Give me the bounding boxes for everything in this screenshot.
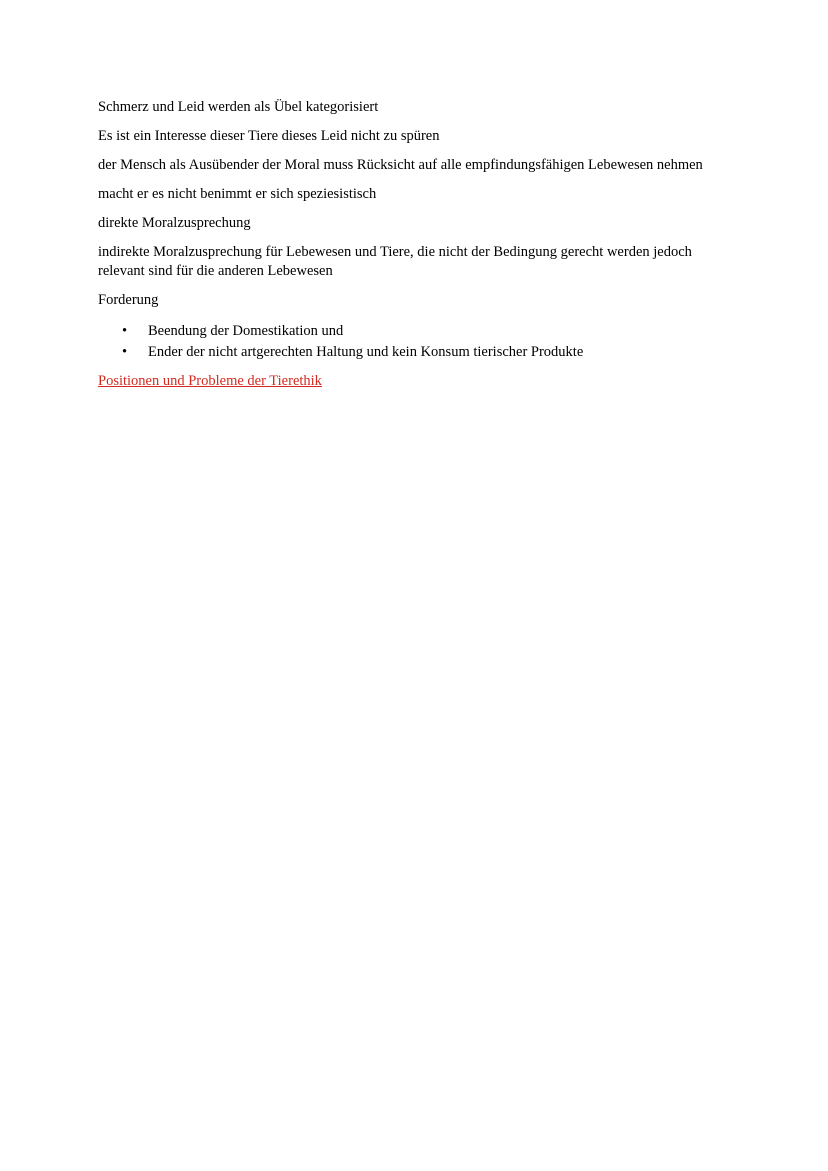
list-item-text: Ender der nicht artgerechten Haltung und kein Konsum tierischer Produkte: [148, 344, 584, 360]
paragraph-indirekte-moral: indirekte Moralzusprechung für Lebewesen und Tiere, die nicht der Bedingung gerecht werden jedoch relevant sind für die anderen Lebewesen: [98, 244, 692, 279]
bullet-icon: •: [122, 323, 128, 339]
list-item: [98, 321, 738, 342]
paragraph-schmerz-leid: Schmerz und Leid werden als Übel kategorisiert: [98, 99, 379, 115]
bullet-icon: •: [122, 344, 128, 360]
paragraph-direkte-moral: direkte Moralzusprechung: [98, 215, 251, 231]
paragraph-mensch-moral: der Mensch als Ausübender der Moral muss Rücksicht auf alle empfindungsfähigen Lebewesen nehmen: [98, 157, 703, 173]
bullet-list: [98, 321, 738, 363]
paragraph-interesse: Es ist ein Interesse dieser Tiere dieses Leid nicht zu spüren: [98, 128, 440, 144]
paragraph-speziesistisch: macht er es nicht benimmt er sich speziesistisch: [98, 186, 377, 202]
list-item-text: Beendung der Domestikation und: [148, 323, 344, 339]
tierethik-link[interactable]: Positionen und Probleme der Tierethik: [98, 373, 322, 389]
list-item: [98, 342, 738, 363]
paragraph-forderung: Forderung: [98, 292, 159, 308]
